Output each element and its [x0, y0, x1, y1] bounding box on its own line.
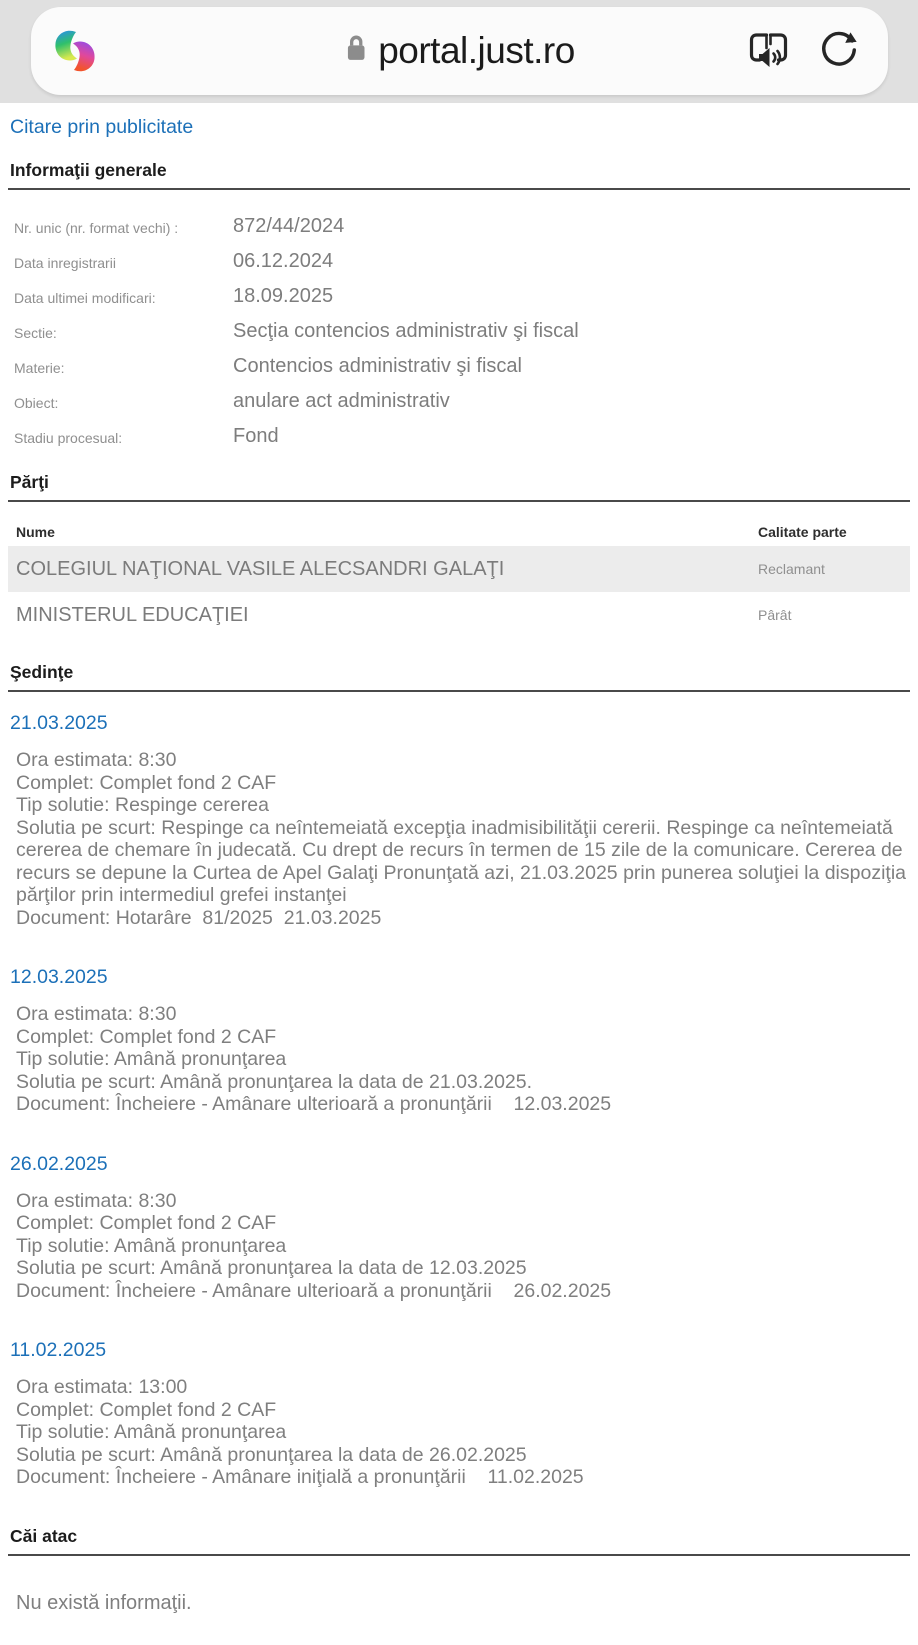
session-ora: Ora estimata: 13:00 [16, 1376, 188, 1398]
session-entry [8, 966, 910, 1116]
kv-label: Data ultimei modificari: [14, 290, 156, 306]
session-document: Document: Hotarâre 81/2025 21.03.2025 [16, 906, 382, 929]
session-solutia: Solutia pe scurt: Amână pronunţarea la data de 26.02.2025 [16, 1443, 527, 1466]
session-entry [8, 1153, 910, 1303]
session-complet: Complet: Complet fond 2 CAF [16, 771, 277, 794]
kv-value: Secţia contencios administrativ şi fiscal [233, 320, 579, 342]
parties-table [8, 524, 910, 638]
session-document: Document: Încheiere - Amânare ulterioară a pronunţării 12.03.2025 [16, 1093, 612, 1115]
party-role: Reclamant [758, 561, 825, 577]
session-solutia: Solutia pe scurt: Respinge ca neîntemeiată excepţia inadmisibilităţii cererii. Respinge ca neîntemeiată cererea de chemare în judecată. Cu drept de recurs în termen de 15 zile de la comunicare. Cererea de recurs se depune la Curtea de Apel Galaţi Pronunţată azi, 21.03.2025 prin punerea soluţiei la dispoziţia părţilor prin intermediul grefei instanţei [16, 816, 912, 906]
lock-icon [344, 34, 367, 68]
session-tip-solutie: Tip solutie: Amână pronunţarea [16, 1421, 287, 1443]
kv-row [8, 320, 910, 343]
kv-row [8, 215, 910, 238]
session-ora: Ora estimata: 8:30 [16, 1003, 177, 1025]
session-solutia: Solutia pe scurt: Amână pronunţarea la data de 12.03.2025 [16, 1257, 527, 1279]
session-ora: Ora estimata: 8:30 [16, 1189, 177, 1212]
appeals-heading: Căi atac [8, 1526, 910, 1556]
kv-value: anulare act administrativ [233, 390, 450, 412]
kv-value: Contencios administrativ şi fiscal [233, 355, 522, 377]
read-aloud-icon [745, 28, 792, 75]
general-info-heading: Informaţii generale [8, 160, 910, 190]
session-date-link[interactable]: 11.02.2025 [10, 1339, 107, 1361]
address-bar-actions [745, 7, 860, 95]
appeals-empty-text: Nu există informaţii. [16, 1591, 192, 1614]
kv-row [8, 285, 910, 308]
kv-row [8, 425, 910, 448]
session-tip-solutie: Tip solutie: Respinge cererea [16, 794, 269, 816]
url-text: portal.just.ro [378, 30, 575, 71]
session-complet: Complet: Complet fond 2 CAF [16, 1025, 277, 1048]
kv-label: Nr. unic (nr. format vechi) : [14, 220, 179, 236]
party-role: Pârât [758, 607, 792, 623]
kv-row [8, 355, 910, 378]
session-complet: Complet: Complet fond 2 CAF [16, 1398, 277, 1421]
column-header-nume: Nume [16, 524, 55, 540]
session-date-link[interactable]: 12.03.2025 [10, 966, 108, 988]
citare-publicitate-link[interactable]: Citare prin publicitate [10, 116, 194, 138]
refresh-button[interactable] [818, 29, 860, 74]
kv-value: 872/44/2024 [233, 215, 345, 237]
sessions-list [8, 712, 910, 1489]
copilot-button[interactable] [51, 27, 99, 75]
sessions-heading: Şedinţe [8, 662, 910, 692]
party-row [8, 546, 910, 592]
party-name: COLEGIUL NAŢIONAL VASILE ALECSANDRI GALAŢI [16, 557, 505, 580]
party-row [8, 592, 910, 638]
session-ora: Ora estimata: 8:30 [16, 749, 177, 771]
session-solutia: Solutia pe scurt: Amână pronunţarea la data de 21.03.2025. [16, 1070, 533, 1093]
general-info-list [8, 215, 910, 448]
read-aloud-button[interactable] [745, 28, 792, 75]
session-entry [8, 712, 910, 929]
address-bar[interactable] [31, 7, 888, 95]
browser-chrome [0, 0, 918, 103]
kv-label: Data inregistrarii [14, 255, 116, 271]
kv-value: 06.12.2024 [233, 250, 334, 272]
session-complet: Complet: Complet fond 2 CAF [16, 1212, 277, 1234]
kv-label: Stadiu procesual: [14, 430, 123, 446]
kv-row [8, 390, 910, 413]
kv-value: 18.09.2025 [233, 285, 334, 307]
kv-row [8, 250, 910, 273]
session-tip-solutie: Tip solutie: Amână pronunţarea [16, 1234, 287, 1257]
kv-label: Materie: [14, 360, 65, 376]
session-date-link[interactable]: 26.02.2025 [10, 1152, 108, 1175]
kv-label: Sectie: [14, 325, 57, 341]
page-content [0, 103, 918, 1645]
session-entry [8, 1339, 910, 1489]
parties-heading: Părţi [8, 472, 910, 502]
parties-header-row [8, 524, 910, 540]
session-date-link[interactable]: 21.03.2025 [10, 712, 108, 734]
session-tip-solutie: Tip solutie: Amână pronunţarea [16, 1048, 287, 1070]
url-display[interactable] [344, 30, 575, 72]
refresh-icon [818, 29, 860, 74]
party-name: MINISTERUL EDUCAŢIEI [16, 603, 249, 626]
session-document: Document: Încheiere - Amânare iniţială a pronunţării 11.02.2025 [16, 1466, 584, 1488]
column-header-calitate: Calitate parte [758, 524, 847, 540]
kv-label: Obiect: [14, 395, 59, 411]
session-document: Document: Încheiere - Amânare ulterioară a pronunţării 26.02.2025 [16, 1279, 612, 1302]
copilot-icon [51, 62, 99, 79]
kv-value: Fond [233, 425, 279, 447]
